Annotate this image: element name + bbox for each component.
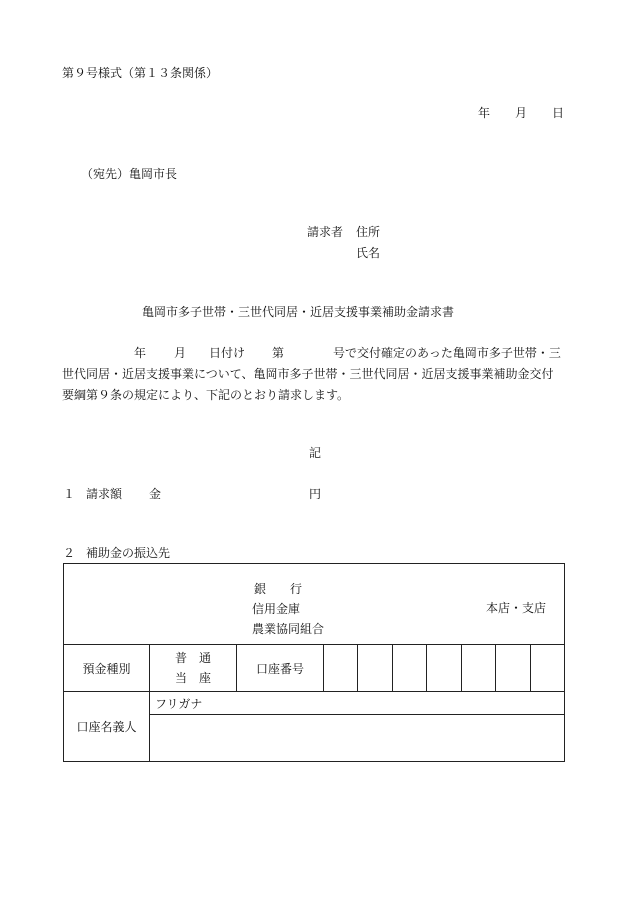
branch-label: 本店・支店 [485, 601, 546, 615]
furigana-label: フリガナ [155, 696, 203, 711]
item-2-label: 補助金の振込先 [86, 546, 171, 560]
bank-type-list [252, 579, 324, 639]
body-line-2: 世代同居・近居支援事業について、亀岡市多子世帯・三世代同居・近居支援事業補助金交付 [62, 367, 554, 381]
bank-name-cell[interactable] [64, 564, 565, 645]
request-body [62, 343, 568, 406]
account-digit-4[interactable] [427, 645, 461, 692]
account-digit-7[interactable] [530, 645, 564, 692]
body-year: 年 [134, 346, 147, 360]
form-number: 第９号様式（第１３条関係） [62, 66, 219, 80]
body-line-1-rest: 号で交付確定のあった亀岡市多子世帯・三 [333, 346, 561, 360]
item-1-kin: 金 [149, 487, 162, 501]
requester-label: 請求者 [307, 225, 344, 239]
account-digit-5[interactable] [461, 645, 495, 692]
date-month: 月 [515, 106, 528, 120]
body-line-3: 要綱第９条の規定により、下記のとおり請求します。 [62, 388, 350, 402]
deposit-option-ordinary[interactable]: 普 通 [175, 651, 212, 665]
bank-type-bank: 銀 行 [254, 582, 303, 596]
address-label: 住所 [356, 225, 381, 239]
body-number-prefix: 第 [272, 346, 285, 360]
account-digit-6[interactable] [496, 645, 530, 692]
account-number-label: 口座番号 [237, 645, 324, 692]
body-month: 月 [174, 346, 187, 360]
item-1-label: 請求額 [86, 487, 123, 501]
bank-type-ja: 農業協同組合 [252, 622, 325, 636]
deposit-type-options[interactable] [150, 645, 237, 692]
account-digit-3[interactable] [392, 645, 426, 692]
bank-type-shinkin: 信用金庫 [252, 602, 301, 616]
body-line-1 [62, 343, 568, 364]
deposit-option-current[interactable]: 当 座 [175, 671, 212, 685]
bank-transfer-table [63, 563, 565, 762]
item-1-number: １ [63, 487, 76, 501]
date-year: 年 [478, 106, 491, 120]
date-day: 日 [552, 106, 565, 120]
account-digit-1[interactable] [324, 645, 358, 692]
body-dated: 日付け [209, 346, 246, 360]
ki-heading: 記 [309, 446, 322, 460]
document-title: 亀岡市多子世帯・三世代同居・近居支援事業補助金請求書 [142, 305, 455, 319]
furigana-cell[interactable] [150, 692, 565, 715]
item-2-number: ２ [63, 546, 76, 560]
name-label: 氏名 [356, 246, 381, 260]
account-holder-name-cell[interactable] [150, 715, 565, 762]
deposit-type-label: 預金種別 [64, 645, 150, 692]
account-digit-2[interactable] [358, 645, 392, 692]
addressee: （宛先）亀岡市長 [81, 167, 178, 181]
item-1-yen: 円 [309, 487, 322, 501]
account-holder-label: 口座名義人 [64, 692, 150, 762]
